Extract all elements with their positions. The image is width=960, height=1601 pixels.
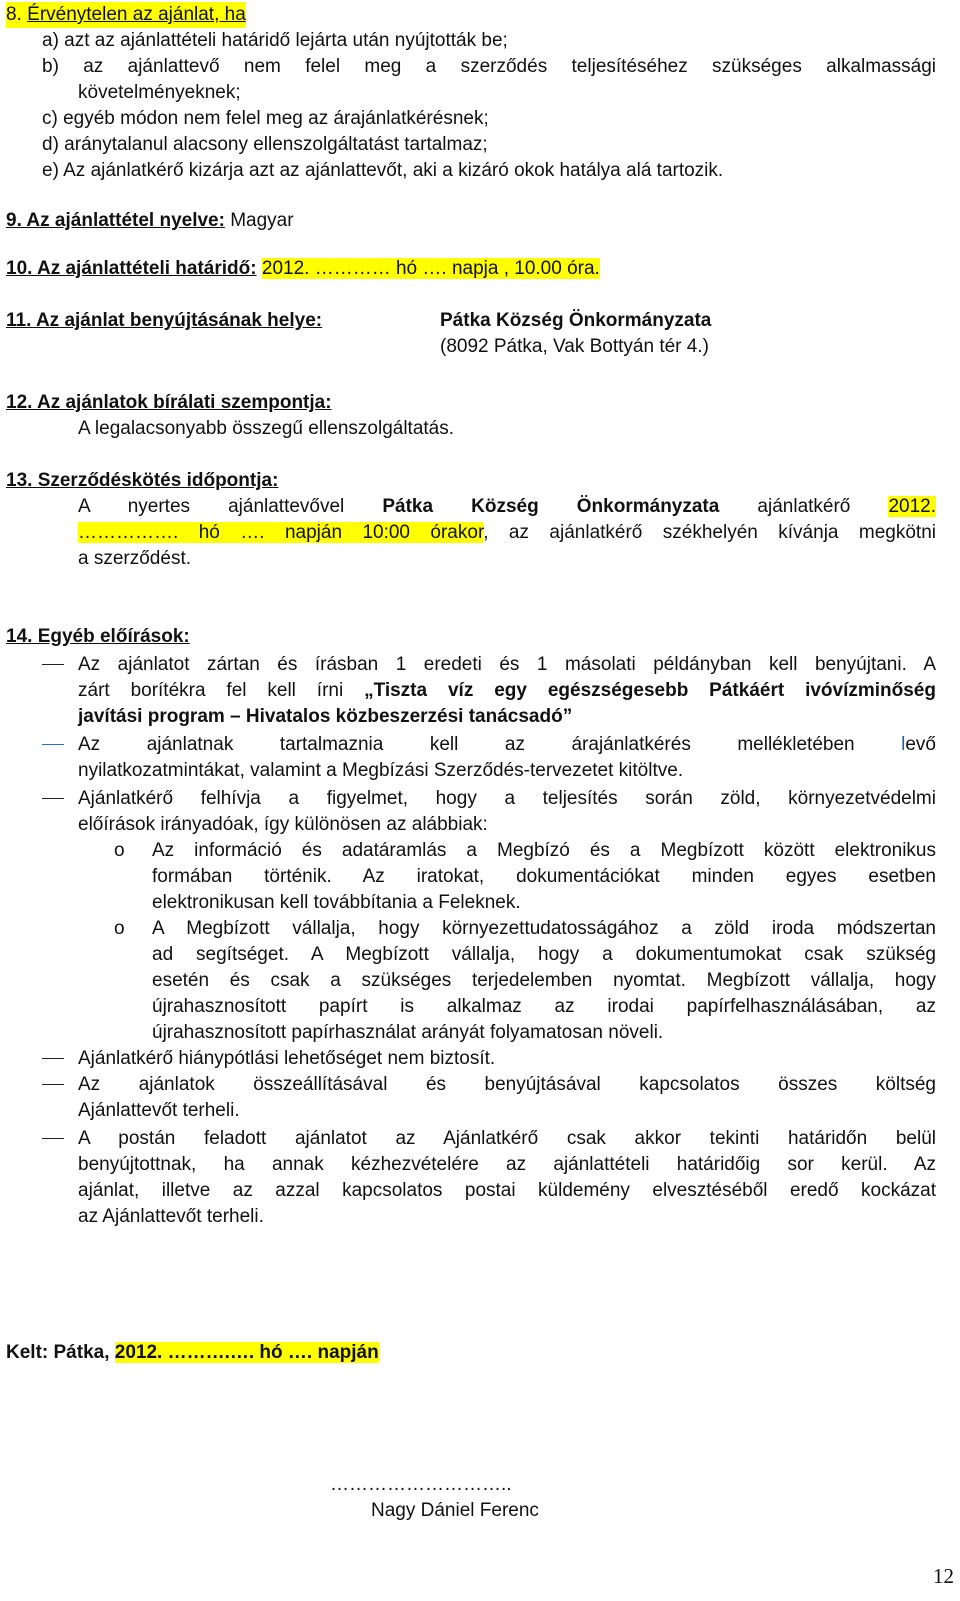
- section-11-org: Pátka Község Önkormányzata: [440, 310, 712, 331]
- s14-p1-line-3: javítási program – Hivatalos közbeszerzési tanácsadó”: [78, 706, 573, 727]
- s14-o2-line-5: újrahasznosított papírhasználat arányát folyamatosan növeli.: [152, 1022, 664, 1043]
- s14-o2-line-2: ad segítséget. A Megbízott vállalja, hogy a dokumentumokat csak szükség: [152, 944, 936, 965]
- section-8-title: Érvénytelen az ajánlat, ha: [27, 4, 246, 25]
- section-14-label: 14. Egyéb előírások:: [6, 626, 190, 647]
- s14-o2-line-3: esetén és csak a szükséges terjedelemben nyomtat. Megbízott vállalja, hogy: [152, 970, 936, 991]
- s14-o1-line-2: formában történik. Az iratokat, dokumentációkat minden egyes esetben: [152, 866, 936, 887]
- signature-dots: ………………………..: [330, 1474, 512, 1495]
- section-9-value: Magyar: [224, 210, 294, 231]
- dash-bullet: [42, 1058, 64, 1059]
- s14-p1-line-2: zárt borítékra fel kell írni „Tiszta víz egy egészségesebb Pátkáért ivóvízminőség: [78, 680, 936, 701]
- section-12-label: 12. Az ajánlatok bírálati szempontja:: [6, 392, 332, 413]
- dash-bullet: [42, 744, 64, 745]
- section-11-address: (8092 Pátka, Vak Bottyán tér 4.): [440, 336, 709, 357]
- section-13-line-2: ……………. hó …. napján 10:00 órakor, az ajánlatkérő székhelyén kívánja megkötni: [78, 522, 937, 543]
- section-9: [6, 208, 294, 234]
- kelt-label: Kelt: Pátka,: [6, 1342, 110, 1363]
- s14-p2-line-1: Az ajánlatnak tartalmaznia kell az árajánlatkérés mellékletében levő: [78, 734, 936, 755]
- section-9-label: 9. Az ajánlattétel nyelve:: [6, 210, 225, 231]
- s8-item-b-cont: követelményeknek;: [78, 82, 241, 103]
- kelt-line: [6, 1340, 379, 1366]
- section-11-label: 11. Az ajánlat benyújtásának helye:: [6, 310, 323, 331]
- s14-p6-line-3: ajánlat, illetve az azzal kapcsolatos postai küldemény elvesztéséből eredő kockázat: [78, 1180, 936, 1201]
- s14-p4: Ajánlatkérő hiánypótlási lehetőséget nem biztosít.: [78, 1048, 496, 1069]
- s14-p5-line-2: Ajánlattevőt terheli.: [78, 1100, 240, 1121]
- o-bullet: o: [114, 840, 125, 861]
- section-10-value: 2012. ………… hó …. napja , 10.00 óra.: [261, 258, 600, 279]
- s14-o1-line-1: Az információ és adatáramlás a Megbízó és a Megbízott között elektronikus: [152, 840, 936, 861]
- page-number: 12: [933, 1564, 954, 1588]
- s14-p6-line-2: benyújtottnak, ha annak kézhezvételére az ajánlattételi határidőig sor kerül. Az: [78, 1154, 936, 1175]
- dash-bullet: [42, 664, 64, 665]
- s8-item-c: c) egyéb módon nem felel meg az árajánlatkérésnek;: [42, 108, 489, 129]
- section-13-line-1: A nyertes ajánlattevővel Pátka Község Önkormányzata ajánlatkérő 2012.: [78, 496, 936, 517]
- s14-o2-line-1: A Megbízott vállalja, hogy környezettudatosságához a zöld iroda módszertan: [152, 918, 936, 939]
- section-13-label: 13. Szerződéskötés időpontja:: [6, 470, 279, 491]
- s14-p2-line-2: nyilatkozatmintákat, valamint a Megbízási Szerződés-tervezetet kitöltve.: [78, 760, 684, 781]
- s14-p6-line-1: A postán feladott ajánlatot az Ajánlatkérő csak akkor tekinti határidőn belül: [78, 1128, 936, 1149]
- s14-o1-line-3: elektronikusan kell továbbítania a Feleknek.: [152, 892, 521, 913]
- dash-bullet: [42, 798, 64, 799]
- section-12-text: A legalacsonyabb összegű ellenszolgáltatás.: [78, 418, 455, 439]
- section-10-label: 10. Az ajánlattételi határidő:: [6, 258, 257, 279]
- s8-item-a: a) azt az ajánlattételi határidő lejárta után nyújtották be;: [42, 30, 508, 51]
- s14-o2-line-4: újrahasznosított papírt is alkalmaz az irodai papírfelhasználásában, az: [152, 996, 936, 1017]
- s8-item-b: b) az ajánlattevő nem felel meg a szerződés teljesítéséhez szükséges alkalmassági: [42, 56, 936, 77]
- section-8-heading: 8. Érvénytelen az ajánlat, ha: [6, 2, 246, 28]
- o-bullet: o: [114, 918, 125, 939]
- s8-item-e: e) Az ajánlatkérő kizárja azt az ajánlattevőt, aki a kizáró okok hatálya alá tartozik.: [42, 160, 724, 181]
- s14-p5-line-1: Az ajánlatok összeállításával és benyújtásával kapcsolatos összes költség: [78, 1074, 936, 1095]
- kelt-date: 2012. ……….…. hó …. napján: [114, 1342, 379, 1363]
- section-10: [6, 256, 600, 282]
- s14-p3-line-1: Ajánlatkérő felhívja a figyelmet, hogy a teljesítés során zöld, környezetvédelmi: [78, 788, 936, 809]
- s8-item-d: d) aránytalanul alacsony ellenszolgáltatást tartalmaz;: [42, 134, 488, 155]
- dash-bullet: [42, 1084, 64, 1085]
- s14-p1-line-1: Az ajánlatot zártan és írásban 1 eredeti és 1 másolati példányban kell benyújtani. A: [78, 654, 936, 675]
- section-13-line-3: a szerződést.: [78, 548, 191, 569]
- dash-bullet: [42, 1138, 64, 1139]
- signature-name: Nagy Dániel Ferenc: [371, 1500, 539, 1521]
- s14-p3-line-2: előírások irányadóak, így különösen az alábbiak:: [78, 814, 488, 835]
- s14-p6-line-4: az Ajánlattevőt terheli.: [78, 1206, 264, 1227]
